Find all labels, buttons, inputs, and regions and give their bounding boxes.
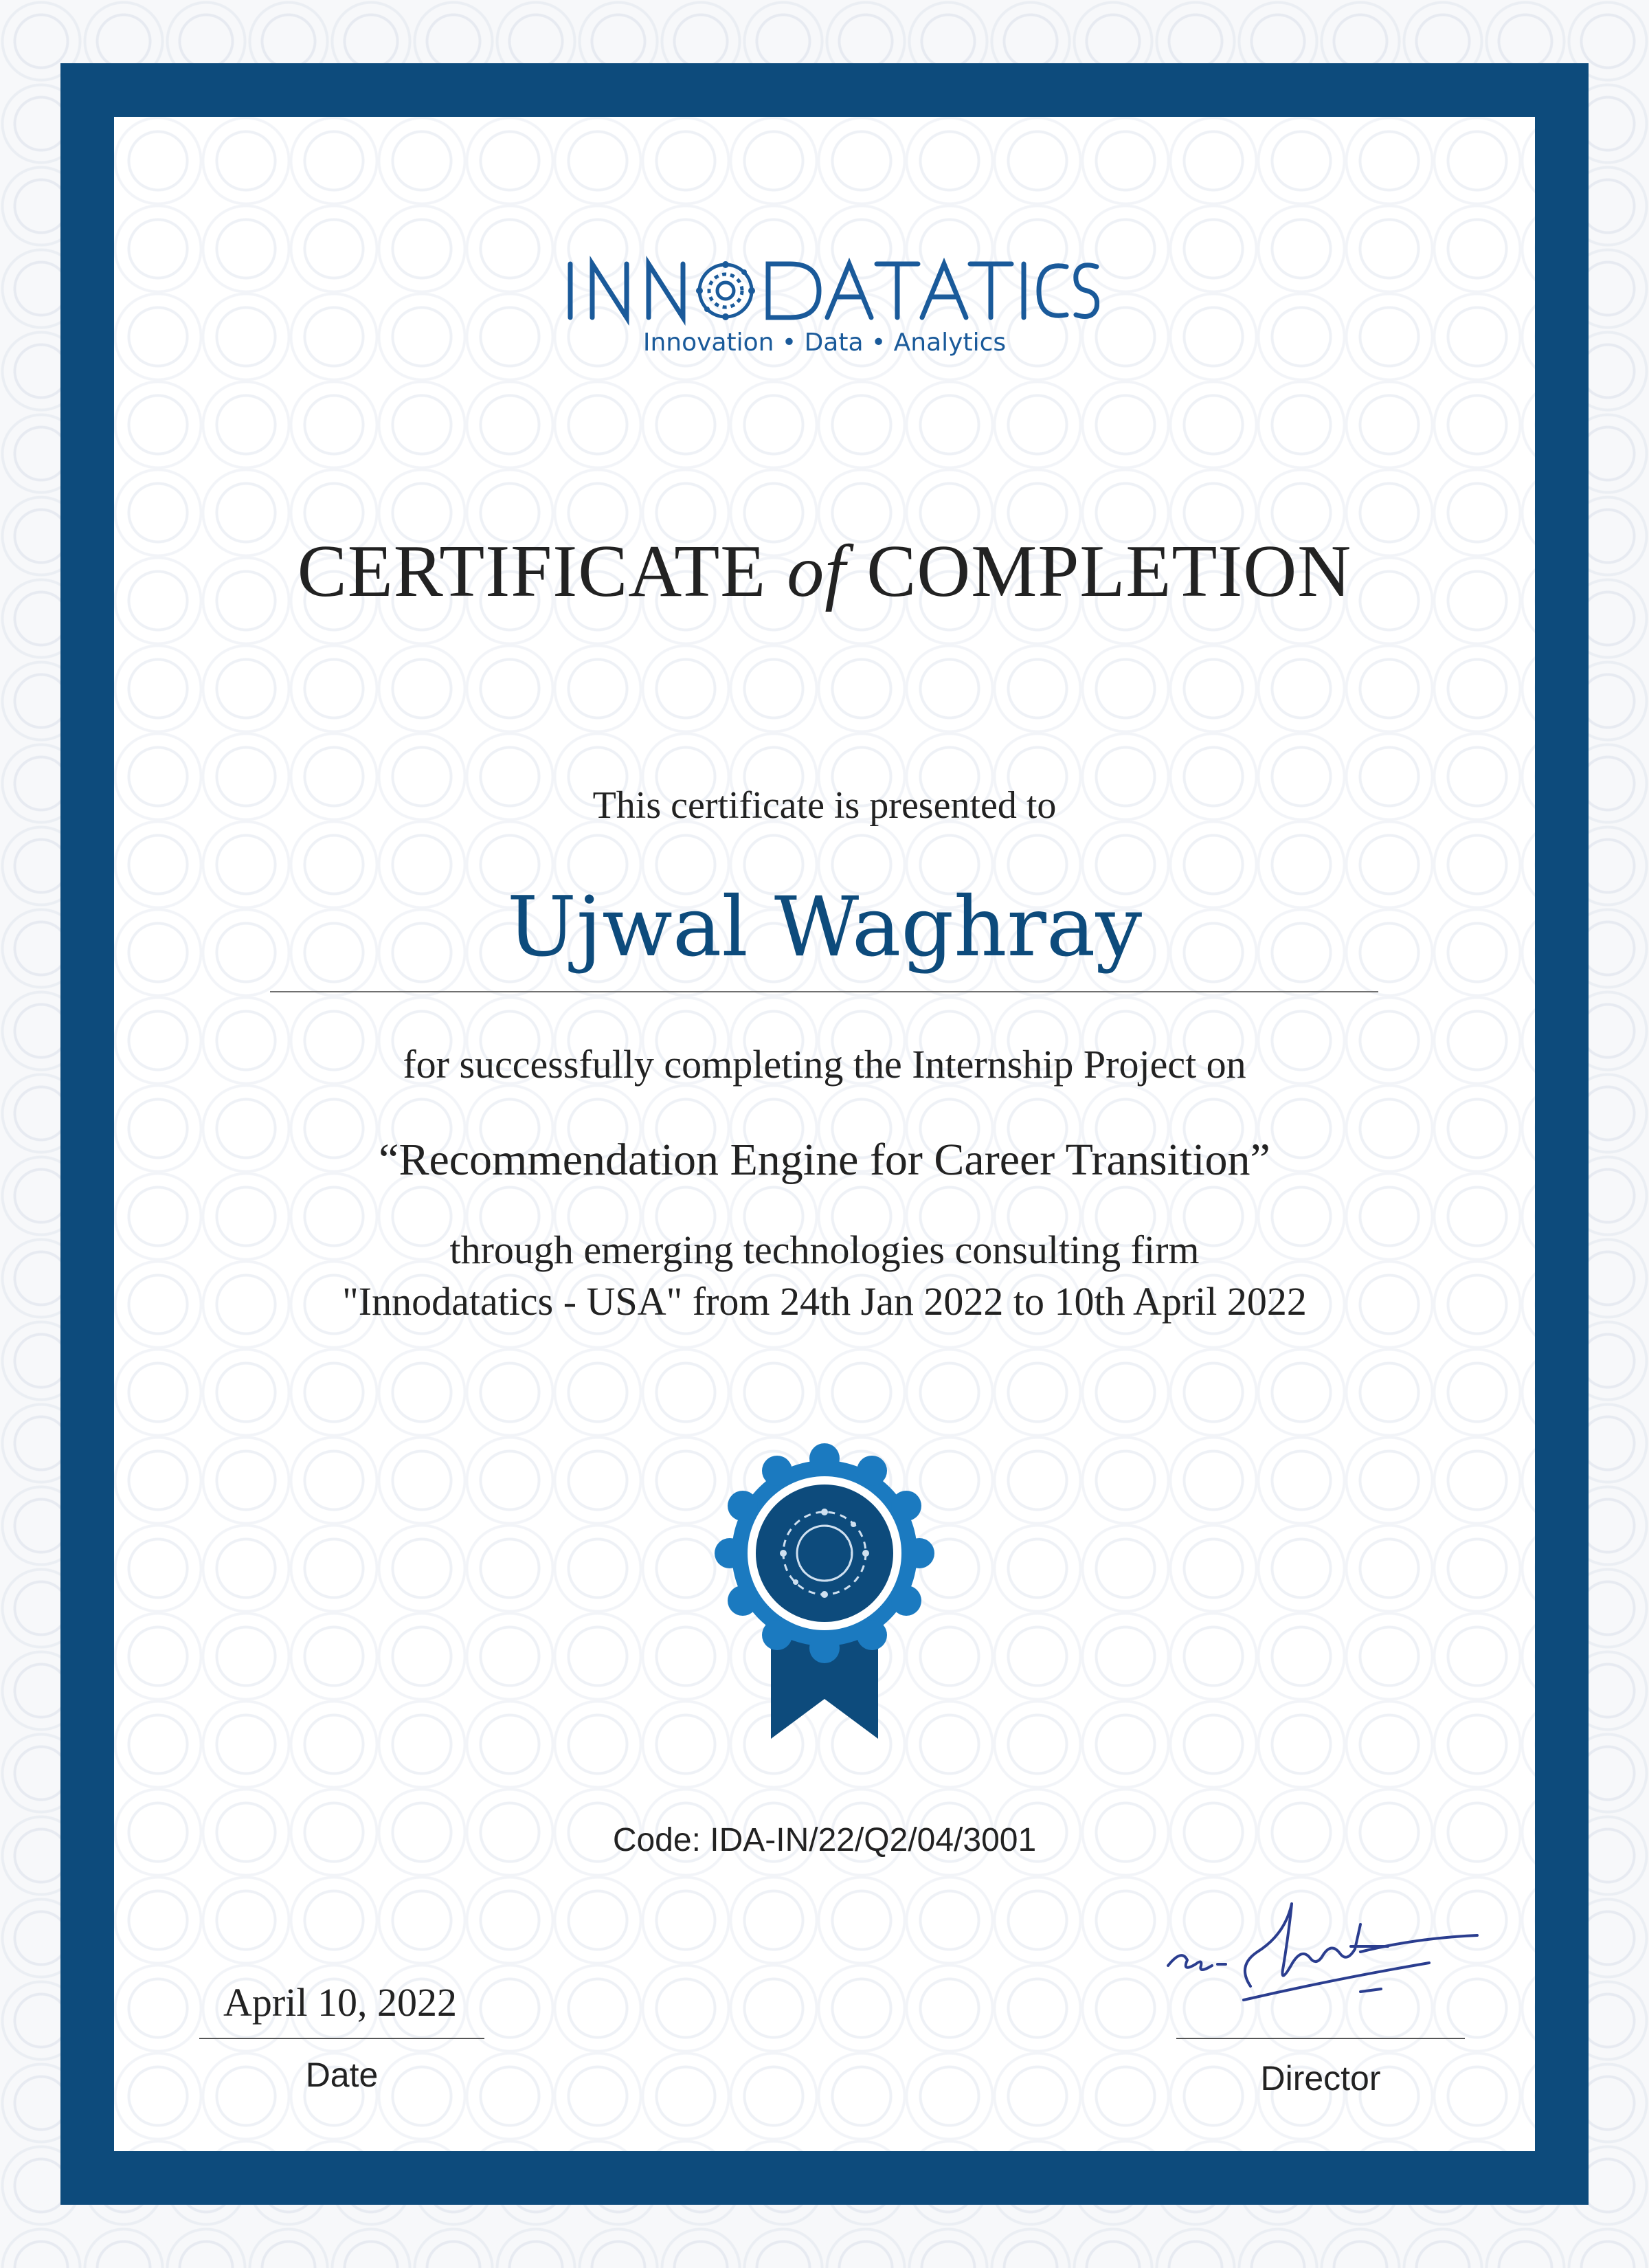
presented-to-text: This certificate is presented to (592, 784, 1057, 827)
logo-wordmark (550, 254, 1099, 330)
director-label: Director (1260, 2059, 1381, 2098)
date-line (199, 2038, 484, 2039)
project-title: “Recommendation Engine for Career Transition” (379, 1135, 1270, 1185)
date-label: Date (305, 2056, 379, 2094)
period-text: "Innodatatics - USA" from 24th Jan 2022 to 10th April 2022 (342, 1279, 1307, 1324)
name-underline (270, 991, 1378, 992)
award-ribbon-icon (715, 1443, 934, 1746)
director-line (1176, 2038, 1465, 2039)
issue-date: April 10, 2022 (223, 1980, 457, 2025)
certificate-title (0, 529, 1649, 614)
title-certificate: CERTIFICATE (297, 531, 767, 612)
logo-tagline: Innovation • Data • Analytics (642, 329, 1007, 357)
director-signature (1154, 1883, 1484, 2014)
certificate-code: Code: IDA-IN/22/Q2/04/3001 (612, 1822, 1037, 1858)
firm-text: through emerging technologies consulting firm (449, 1227, 1200, 1272)
title-completion: COMPLETION (866, 531, 1352, 612)
title-of: of (787, 531, 846, 612)
completion-text: for successfully completing the Internship Project on (403, 1042, 1246, 1087)
company-logo (550, 254, 1099, 378)
recipient-name: Ujwal Waghray (506, 880, 1143, 975)
